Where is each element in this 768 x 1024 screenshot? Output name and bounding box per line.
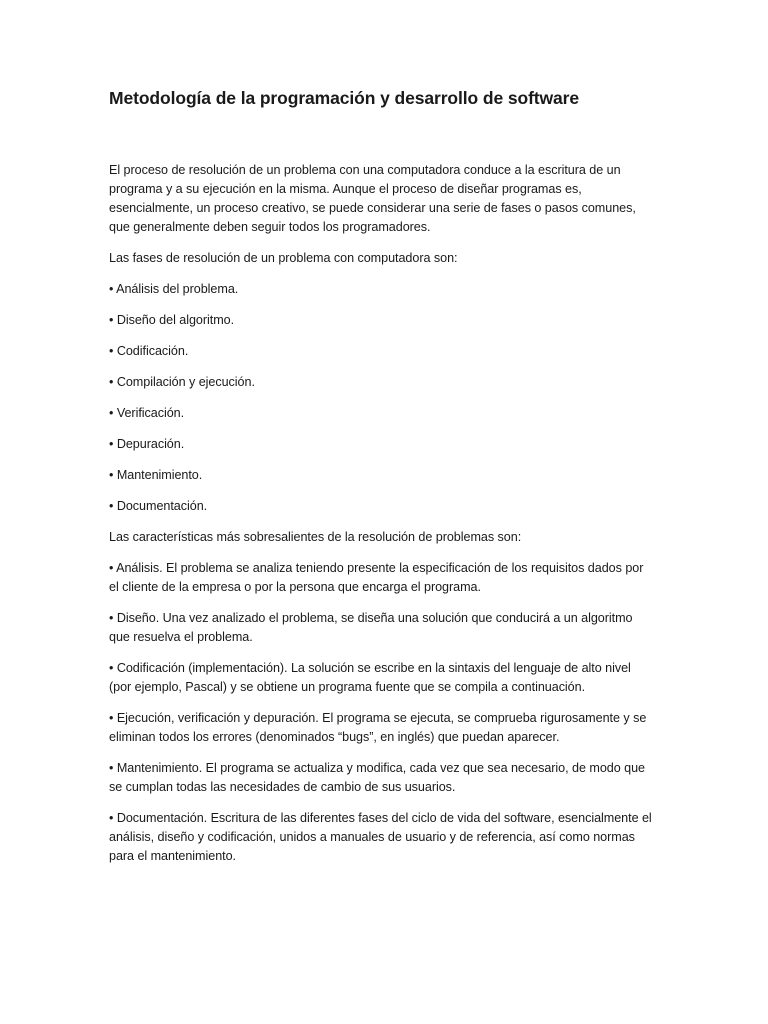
phase-item: • Depuración. xyxy=(109,435,654,454)
phase-item: • Documentación. xyxy=(109,497,654,516)
phase-item: • Codificación. xyxy=(109,342,654,361)
phase-item: • Verificación. xyxy=(109,404,654,423)
characteristic-item: • Ejecución, verificación y depuración. El programa se ejecuta, se comprueba rigurosamente y se eliminan todos los errores (denominados “bugs”, en inglés) que puedan aparecer. xyxy=(109,709,654,747)
characteristic-item: • Documentación. Escritura de las diferentes fases del ciclo de vida del software, esencialmente el análisis, diseño y codificación, unidos a manuales de usuario y de referencia, así como normas para el mantenimiento. xyxy=(109,809,654,866)
intro-paragraph: El proceso de resolución de un problema con una computadora conduce a la escritura de un programa y a su ejecución en la misma. Aunque el proceso de diseñar programas es, esencialmente, un proceso creativo, se puede considerar una serie de fases o pasos comunes, que generalmente deben seguir todos los programadores. xyxy=(109,163,636,234)
document-title: Metodología de la programación y desarrollo de software xyxy=(109,88,580,108)
characteristic-item: • Mantenimiento. El programa se actualiza y modifica, cada vez que sea necesario, de modo que se cumplan todas las necesidades de cambio de sus usuarios. xyxy=(109,759,654,797)
characteristic-item: • Codificación (implementación). La solución se escribe en la sintaxis del lenguaje de alto nivel (por ejemplo, Pascal) y se obtiene un programa fuente que se compila a continuación. xyxy=(109,659,654,697)
characteristic-item: • Diseño. Una vez analizado el problema, se diseña una solución que conducirá a un algoritmo que resuelva el problema. xyxy=(109,609,654,647)
document-page xyxy=(109,86,654,866)
phase-item: • Análisis del problema. xyxy=(109,280,654,299)
phase-item: • Mantenimiento. xyxy=(109,466,654,485)
phase-item: • Compilación y ejecución. xyxy=(109,373,654,392)
characteristics-heading: Las características más sobresalientes de la resolución de problemas son: xyxy=(109,530,522,544)
phases-heading: Las fases de resolución de un problema con computadora son: xyxy=(109,251,458,265)
characteristic-item: • Análisis. El problema se analiza teniendo presente la especificación de los requisitos dados por el cliente de la empresa o por la persona que encarga el programa. xyxy=(109,559,654,597)
phase-item: • Diseño del algoritmo. xyxy=(109,311,654,330)
